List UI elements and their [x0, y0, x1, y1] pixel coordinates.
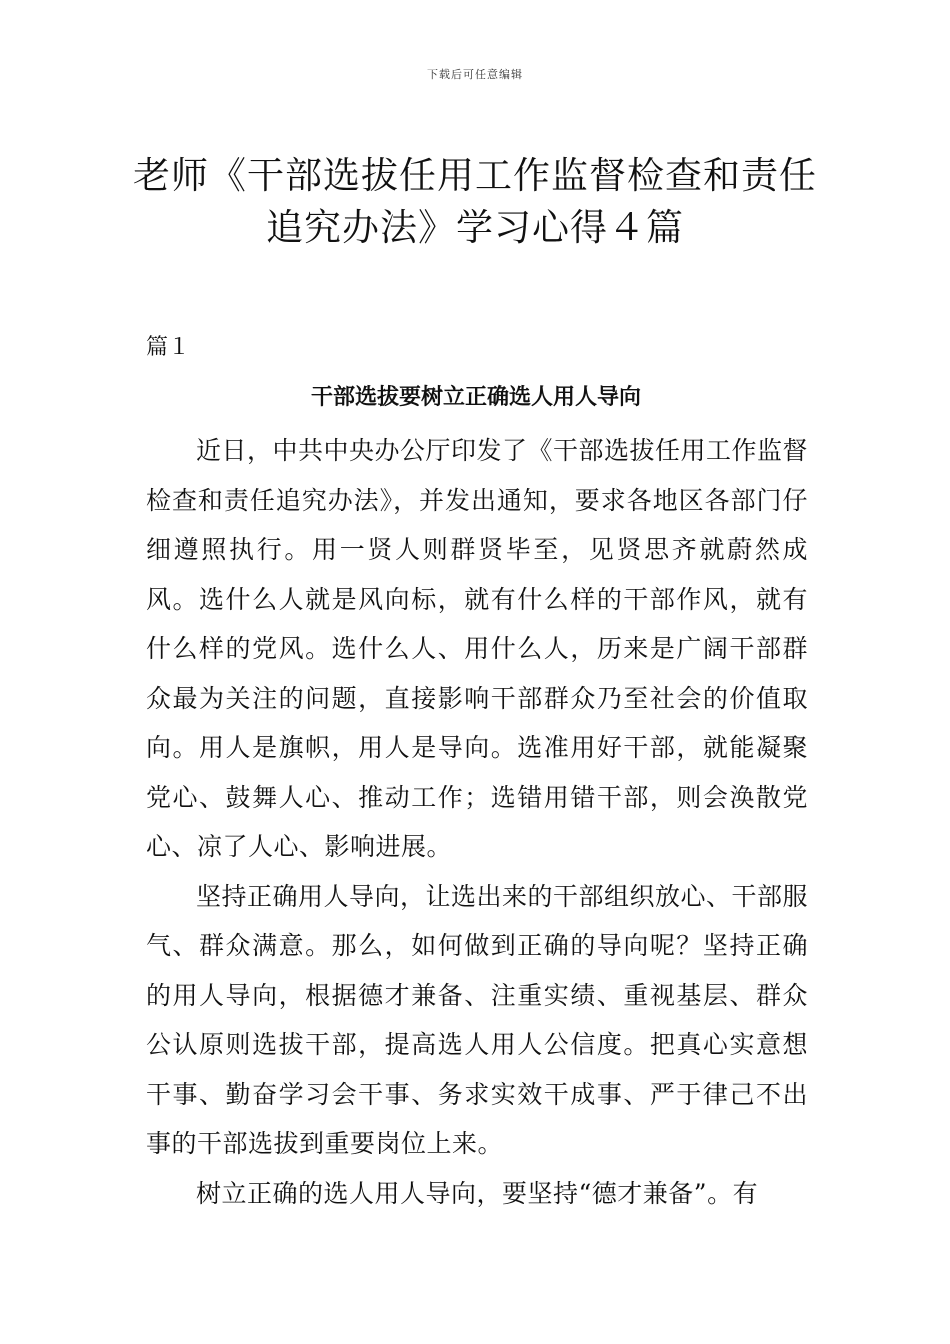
body-paragraph-1: 近日，中共中央办公厅印发了《干部选拔任用工作监督检查和责任追究办法》，并发出通知，要求各地区各部门仔细遵照执行。用一贤人则群贤毕至，见贤思齐就蔚然成风。选什么人就是风向标，就有什么样的干部作风，就有什么样的党风。选什么人、用什么人，历来是广阔干部群众最为关注的问题，直接影响干部群众乃至社会的价值取向。用人是旗帜，用人是导向。选准用好干部，就能凝聚党心、鼓舞人心、推动工作；选错用错干部，则会涣散党心、凉了人心、影响进展。	[146, 436, 809, 861]
article-body	[146, 426, 808, 1218]
body-paragraph-2: 坚持正确用人导向，让选出来的干部组织放心、干部服气、群众满意。那么，如何做到正确的导向呢？坚持正确的用人导向，根据德才兼备、注重实绩、重视基层、群众公认原则选拔干部，提高选人用人公信度。把真心实意想干事、勤奋学习会干事、务求实效干成事、严于律己不出事的干部选拔到重要岗位上来。	[146, 881, 809, 1158]
header-note: 下载后可任意编辑	[427, 68, 523, 81]
document-title: 老师《干部选拔任用工作监督检查和责任追究办法》学习心得４篇	[133, 154, 817, 249]
article-heading: 干部选拔要树立正确选人用人导向	[310, 385, 641, 410]
section-label: 篇１	[146, 335, 191, 360]
body-paragraph-3: 树立正确的选人用人导向，要坚持“德才兼备”。有	[196, 1178, 759, 1208]
